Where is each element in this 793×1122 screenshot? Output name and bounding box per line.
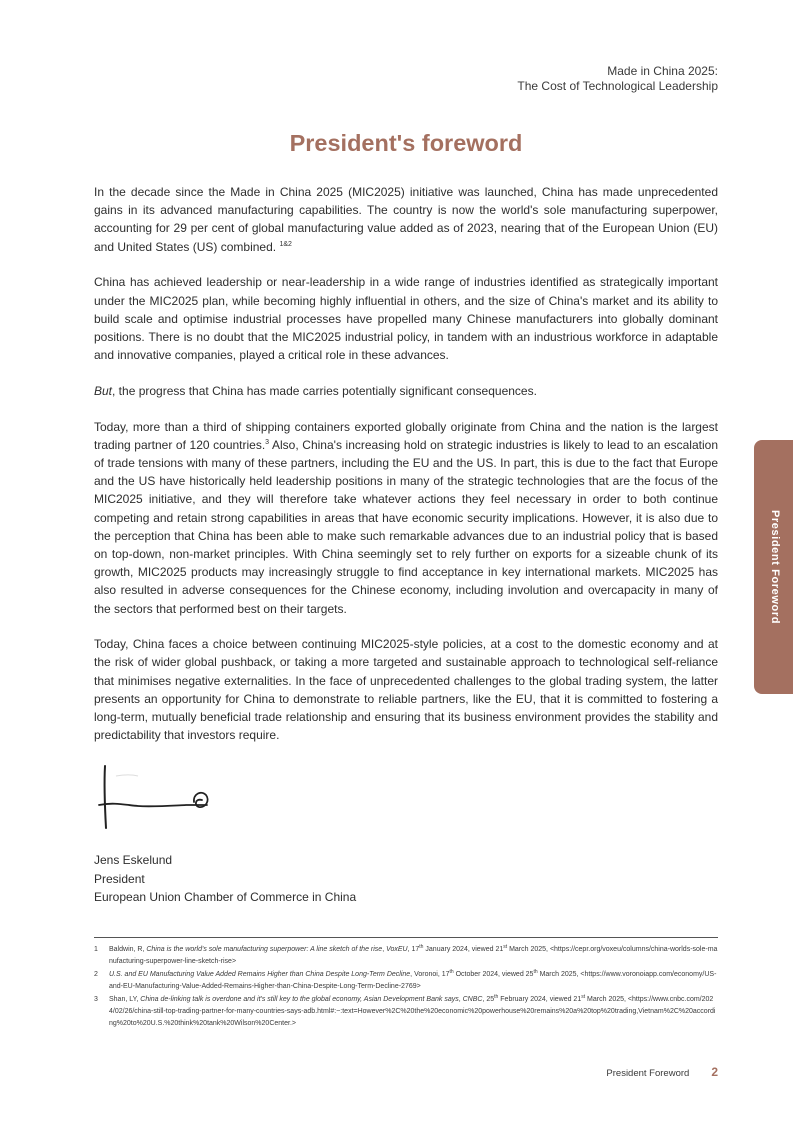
footnote-separator: , (458, 996, 463, 1004)
footer-section-label: President Foreword (606, 1068, 690, 1079)
section-side-tab[interactable] (754, 440, 793, 694)
footnote-source: Voronoi (414, 971, 438, 979)
footnote-ordinal: st (503, 944, 508, 950)
signer-role: President (94, 871, 145, 886)
footnote-number: 3 (94, 996, 98, 1004)
footnote-title: U.S. and EU Manufacturing Value Added Remains Higher than China Despite Long-Term Decline (109, 971, 411, 979)
footnote-viewed: January 2024, viewed 21 (423, 946, 504, 953)
paragraph-5: Today, China faces a choice between continuing MIC2025-style policies, at a cost to the domestic economy and at the risk of wider global pushback, or taking a more targeted and sustainable approach to technological self-reliance that minimises negative externalities. In the face of unprecedented challenges to the global trading system, the latter presents an opportunity for China to demonstrate to reliable partners, like the EU, that it is committed to fostering a long-term, mutually beneficial trade relationship and ensuring that its business environment provides the stability and predictability that investors require. (94, 637, 718, 743)
footnote-2 (94, 969, 718, 992)
footnote-separator: , (410, 971, 415, 979)
paragraph-3-text: , the progress that China has made carries potentially significant consequences. (112, 383, 537, 398)
signer-block (94, 851, 356, 907)
header-line-2: The Cost of Technological Leadership (517, 78, 718, 93)
page-number: 2 (711, 1065, 718, 1079)
footnote-ordinal: th (494, 994, 499, 1001)
signer-name: Jens Eskelund (94, 853, 173, 867)
footnote-divider (94, 937, 718, 938)
paragraph-3 (94, 382, 718, 400)
foreword-body (94, 183, 718, 762)
footnote-ordinal: th (533, 969, 538, 976)
footnote-link[interactable]: March 2025, <https://www.cnbc.com/2024/02/26/china-still-top-trading-partner-for-many-countries-says-adb.html#:~:text=However%2C%20the%20economic%20powerhouse%20remains%20a%20top%20trading,Vietnam%2C%20according%20to%20U.S.%20think%20tank%20Wilson%20Center.> (109, 996, 716, 1027)
footnote-number: 2 (94, 971, 98, 979)
signature-image (96, 762, 216, 834)
footnote-author: Baldwin, R, (109, 946, 147, 953)
signer-organization: European Union Chamber of Commerce in China (94, 890, 357, 904)
footnote-ordinal: th (449, 969, 454, 976)
paragraph-1-text: In the decade since the Made in China 2025 (MIC2025) initiative was launched, China has made unprecedented gains in its advanced manufacturing capabilities. The country is now the world's sole manufacturing superpower, accounting for 29 per cent of global manufacturing value added as of 2023, nearing that of the European Union (EU) and United States (US) combined. (94, 185, 718, 254)
footnote-number: 1 (94, 946, 98, 953)
paragraph-4 (94, 418, 718, 618)
footnote-separator: , (382, 946, 387, 953)
footnote-ordinal: th (419, 944, 424, 950)
footnote-ordinal: st (581, 994, 586, 1001)
footnotes (94, 944, 718, 1031)
footnote-title: China is the world's sole manufacturing superpower: A line sketch of the rise (146, 946, 383, 953)
page-footer (606, 1065, 718, 1079)
footnote-1 (94, 944, 718, 967)
footnote-date: , 17 (437, 971, 450, 979)
footnote-3 (94, 994, 718, 1029)
paragraph-3-emphasis: But (94, 383, 113, 398)
header-line-1: Made in China 2025: (607, 64, 718, 78)
footnote-viewed: February 2024, viewed 21 (498, 996, 582, 1004)
footnote-link[interactable]: March 2025, <https://www.voronoiapp.com/economy/US-and-EU-Manufacturing-Value-Added-Remains-Higher-than-China-Despite-Long-Term-Decline-2769> (109, 971, 717, 990)
footnote-author: Shan, LY, (109, 996, 141, 1004)
page-title: President's foreword (289, 130, 523, 156)
footnote-source: CNBC (462, 996, 483, 1004)
footnote-ref-1-2[interactable]: 1&2 (279, 240, 292, 248)
footnote-source: VoxEU (386, 946, 408, 953)
footnote-date: , 25 (482, 996, 495, 1004)
footnote-date: , 17 (407, 946, 420, 953)
paragraph-4-text-a: Today, more than a third of shipping containers exported globally originate from China and the nation is the largest trading partner of 120 countries. (94, 419, 718, 452)
paragraph-1 (94, 183, 718, 256)
side-tab-label: President Foreword (769, 509, 781, 625)
footnote-link[interactable]: March 2025, <https://cepr.org/voxeu/columns/china-worlds-sole-manufacturing-superpower-line-sketch-rise> (109, 946, 718, 965)
document-header (517, 64, 718, 93)
footnote-title: China de-linking talk is overdone and it's still key to the global economy, Asian Development Bank says (140, 996, 459, 1004)
paragraph-2: China has achieved leadership or near-leadership in a wide range of industries identified as strategically important under the MIC2025 plan, while becoming highly influential in others, and the size of China's market and its ability to build scale and optimise industrial processes have propelled many Chinese manufacturers into globally dominant positions. There is no doubt that the MIC2025 industrial policy, in tandem with an industrious workforce in adaptable and innovative companies, played a critical role in these advances. (94, 275, 718, 363)
paragraph-4-text-b: Also, China's increasing hold on strategic industries is likely to lead to an escalation of trade tensions with many of these partners, including the EU and the US. In part, this is due to the fact that Europe and the US have historically held leadership positions in many of the strategic technologies that are the focus of the MIC2025 initiative, and they will therefore take whatever actions they feel necessary in order to both continue competing and retain strong capabilities in areas that have economic security implications. However, it is also due to the perception that China has been able to make such remarkable advances due to an industrial policy that is based on top-down, non-market principles. With China seemingly set to rely further on exports for a sizeable chunk of its growth, MIC2025 products may increasingly struggle to find acceptance in key international markets. MIC2025 has also resulted in adverse consequences for the Chinese economy, including involution and overcapacity in many of the sectors that performed best on their targets. (94, 437, 718, 616)
footnote-viewed: October 2024, viewed 25 (453, 971, 534, 979)
footnote-ref-3[interactable]: 3 (265, 438, 270, 446)
